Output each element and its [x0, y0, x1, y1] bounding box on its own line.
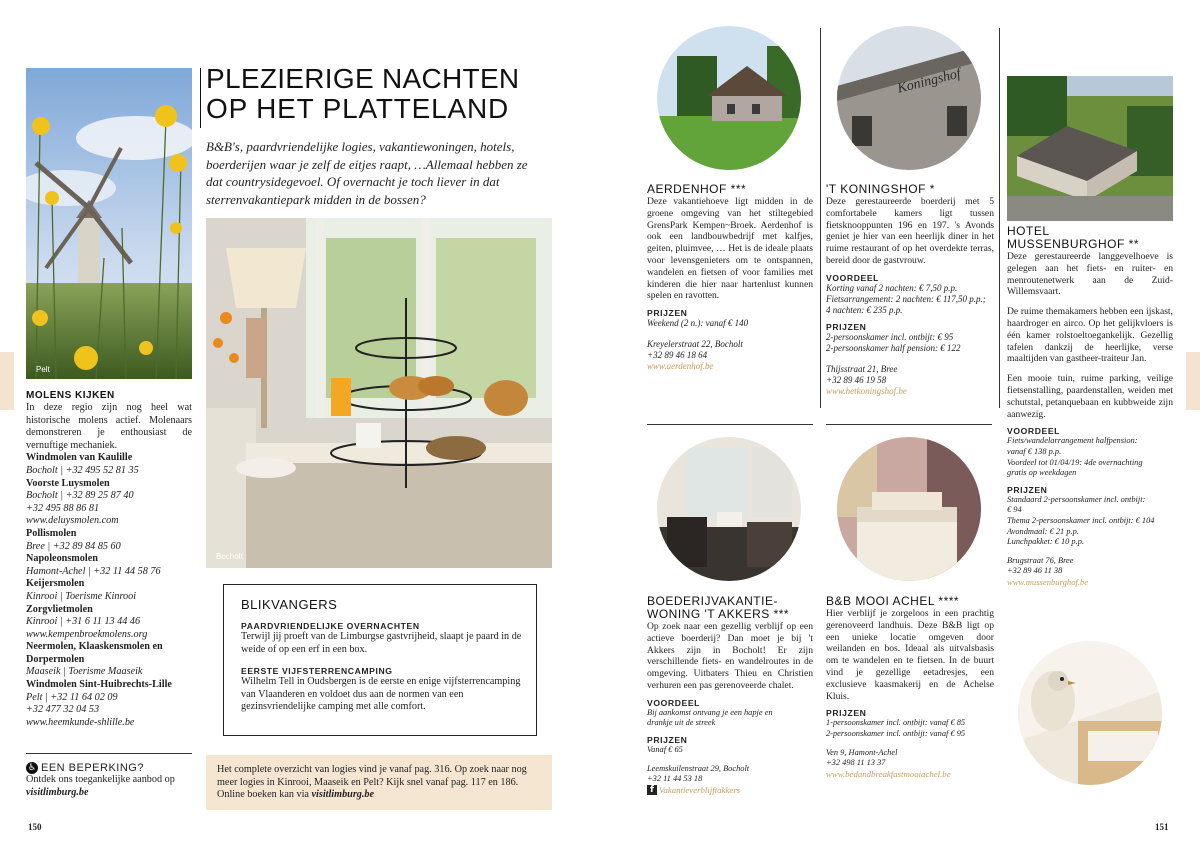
overview-text: Het complete overzicht van logies vind je vanaf pag. 316. Op zoek naar nog meer logies in Kinrooi, Maaseik en Pelt? Kijk snel vanaf pag. 117 en 186. Online boeken kan via: [217, 764, 527, 801]
column-rule-1: [820, 28, 821, 408]
column-rule-2: [999, 28, 1000, 408]
blikvangers-title: BLIKVANGERS: [241, 597, 338, 612]
akkers-prijzen-label: PRIJZEN: [647, 734, 688, 745]
koningshof-link[interactable]: www.hetkoningshof.be: [826, 385, 907, 396]
mussenburghof-prijzen-4: Lunchpakket: € 10 p.p.: [1007, 537, 1084, 547]
overview-link[interactable]: visitlimburg.be: [311, 789, 375, 801]
akkers-address-0: Leemskuilenstraat 29, Bocholt: [647, 763, 750, 773]
mussenburghof-prijzen-label: PRIJZEN: [1007, 484, 1048, 495]
breakfast-photo: [206, 218, 552, 568]
molens-section: [26, 389, 192, 729]
akkers-text: Op zoek naar een gezellig verblijf op een actieve boerderij? Dan moet je bij 't Akkers zijn in Bocholt! Er zijn verschillende fiets- en wandelroutes in de omgeving. Uitbaters Thieu en Christien verhuren een pas gerenoveerde chalet.: [647, 621, 813, 691]
koningshof-voordeel-2: 4 nachten: € 235 p.p.: [826, 304, 903, 315]
mussenburghof-prijzen-0: Standaard 2-persoonskamer incl. ontbijt:: [1007, 494, 1146, 504]
section-divider-mid: [826, 424, 992, 425]
mooiachel-title: B&B MOOI ACHEL ****: [826, 594, 960, 608]
koningshof-address-1: +32 89 46 19 58: [826, 374, 887, 385]
overview-text-block: [217, 764, 543, 802]
blikvangers-item-2-text: Wilhelm Tell in Oudsbergen is de eerste en enige vijfsterrencamping van Vlaanderen en voldoet dus aan de normen van een gezinsvriendelijke camping met alle comfort.: [241, 676, 521, 713]
aerdenhof-text: Deze vakantiehoeve ligt midden in de groene omgeving van het stiltegebied GrensPark Kempen~Broek. Aerdenhof is ook een landbouwbedrijf met kalfjes, geiten, pluimvee, … Het is de ideale plaats voor levensgenieters om te ontspannen, wandelen en fietsen of voor families met kinderen die hier naar hartenlust kunnen spelen en ravotten.: [647, 196, 813, 302]
molens-line: Windmolen Sint-Huibrechts-Lille: [26, 679, 172, 691]
molens-line[interactable]: www.heemkunde-shlille.be: [26, 716, 135, 728]
akkers-voordeel-0: Bij aankomst ontvang je een hapje en: [647, 707, 773, 717]
molens-line: Maaseik | Toerisme Maaseik: [26, 666, 143, 678]
beperking-title: EEN BEPERKING?: [41, 762, 144, 774]
mooiachel-address-0: Ven 9, Hamont-Achel: [826, 747, 898, 757]
mussenburghof-text-3: Een mooie tuin, ruime parking, veilige fietsenstalling, paardenstallen, weiden met schutstal, petanquebaan en kubbweide zijn aanwezig.: [1007, 373, 1173, 420]
page-number-right: 151: [1155, 822, 1169, 832]
mussenburghof-voordeel-3: gratis op weekdagen: [1007, 468, 1077, 478]
mussenburghof-link[interactable]: www.mussenburghof.be: [1007, 576, 1089, 587]
molens-line[interactable]: www.kempenbroekmolens.org: [26, 628, 148, 640]
divider-beperking: [26, 753, 192, 754]
aerdenhof-section: [647, 183, 813, 372]
mussenburghof-voordeel-0: Fiets/wandelarrangement halfpension:: [1007, 436, 1138, 446]
molens-line: Bocholt | +32 89 25 87 40: [26, 490, 134, 502]
aerdenhof-title: AERDENHOF ***: [647, 182, 747, 196]
blikvangers-item-2-heading: EERSTE VIJFSTERRENCAMPING: [241, 666, 393, 677]
molens-line: Bocholt | +32 495 52 81 35: [26, 464, 139, 476]
akkers-address-1: +32 11 44 53 18: [647, 774, 703, 784]
mooiachel-link[interactable]: www.bedandbreakfastmooiachel.be: [826, 768, 951, 779]
mussenburghof-address-1: +32 89 46 11 38: [1007, 566, 1063, 576]
molens-line[interactable]: www.deluysmolen.com: [26, 515, 119, 527]
molens-line: Kinrooi | Toerisme Kinrooi: [26, 590, 137, 602]
mooiachel-prijzen-0: 1-persoonskamer incl. ontbijt: vanaf € 85: [826, 718, 966, 728]
molens-intro: In deze regio zijn nog heel wat historische molens actief. Molenaars demonstreren je enthousiast de vernuftige mechaniek.: [26, 402, 192, 451]
mooiachel-prijzen-label: PRIJZEN: [826, 708, 867, 719]
akkers-photo: [657, 437, 801, 581]
mooiachel-prijzen-1: 2-persoonskamer incl. ontbijt: vanaf € 95: [826, 728, 966, 738]
beperking-text: Ontdek ons toegankelijke aanbod op: [26, 774, 175, 785]
lead-text: B&B's, paardvriendelijke logies, vakantiewoningen, hotels, boerderijen waar je zelf de eitjes raapt, …Allemaal hebben ze dat countrysidegevoel. Of overnacht je toch liever in dat sterrenvakantiepark midden in de bossen?: [206, 139, 528, 207]
molens-title: MOLENS KIJKEN: [26, 390, 115, 401]
koningshof-voordeel-label: VOORDEEL: [826, 272, 880, 283]
akkers-section: [647, 595, 813, 796]
mussenburghof-voordeel-label: VOORDEEL: [1007, 426, 1061, 437]
headline-line-2: OP HET PLATTELAND: [206, 93, 510, 124]
blikvangers-item-1-text: Terwijl jij proeft van de Limburgse gastvrijheid, slaapt je paard in de weide of op een erf in een box.: [241, 631, 522, 655]
blikvangers-content: [241, 598, 526, 714]
molens-line: Voorste Luysmolen: [26, 477, 110, 489]
akkers-prijzen-0: Vanaf € 65: [647, 744, 683, 754]
mussenburghof-voordeel-1: vanaf € 138 p.p.: [1007, 446, 1062, 456]
bird-room-photo: [1018, 641, 1162, 785]
aerdenhof-prijzen-0: Weekend (2 n.): vanaf € 140: [647, 318, 749, 329]
koningshof-voordeel-1: Fietsarrangement: 2 nachten: € 117,50 p.p.;: [826, 293, 986, 304]
koningshof-text: Deze gerestaureerde boerderij met 5 comfortabele kamers ligt tussen fietsknooppunten 196 en 197. 's Avonds geniet je hier van een heerlijk diner in het ruime restaurant of op het overdekte terras, bereid door de gastvrouw.: [826, 196, 994, 266]
mussenburghof-text-2: De ruime themakamers hebben een ijskast, haardroger en airco. Op het gelijkvloers is één kamer rolstoeltoegankelijk. Gezellig tafelen dankzij de heerlijke, verse maaltijden van gastheer-traiteur Jan.: [1007, 306, 1173, 365]
mooiachel-address-1: +32 498 11 13 37: [826, 758, 886, 768]
mussenburghof-prijzen-1: € 94: [1007, 505, 1022, 515]
aerdenhof-address-1: +32 89 46 18 64: [647, 350, 708, 361]
akkers-title-2: WONING 'T AKKERS ***: [647, 607, 790, 621]
mussenburghof-address-0: Brugstraat 76, Bree: [1007, 555, 1074, 565]
blikvangers-item-1-heading: PAARDVRIENDELIJKE OVERNACHTEN: [241, 621, 420, 631]
mooiachel-section: [826, 595, 994, 780]
windmill-photo-caption: Pelt: [36, 365, 50, 374]
koningshof-sign: Koningshof: [896, 66, 963, 97]
headline-rule: [200, 68, 201, 128]
section-divider-left: [647, 424, 813, 425]
aerdenhof-address-0: Kreyelerstraat 22, Bocholt: [647, 339, 743, 350]
molens-line: Pelt | +32 11 64 02 09: [26, 691, 118, 703]
mussenburghof-photo: [1007, 76, 1173, 221]
page-tab-left: [0, 352, 14, 410]
molens-list: [26, 452, 192, 729]
akkers-link[interactable]: Vakantieverblijftakkers: [659, 784, 741, 795]
koningshof-prijzen-label: PRIJZEN: [826, 321, 867, 332]
headline-line-1: PLEZIERIGE NACHTEN: [206, 63, 520, 94]
molens-line: Napoleonsmolen: [26, 553, 98, 565]
molens-line: Pollismolen: [26, 527, 77, 539]
molens-line: Neermolen, Klaaskensmolen en Dorpermolen: [26, 641, 163, 665]
koningshof-section: [826, 183, 994, 397]
molens-line: Bree | +32 89 84 85 60: [26, 540, 121, 552]
koningshof-voordeel-0: Korting vanaf 2 nachten: € 7,50 p.p.: [826, 282, 958, 293]
breakfast-photo-caption: Bocholt: [216, 552, 243, 561]
page-number-left: 150: [28, 822, 42, 832]
mussenburghof-title-1: HOTEL: [1007, 224, 1050, 238]
molens-line: Keijersmolen: [26, 578, 85, 590]
mussenburghof-prijzen-2: Thema 2-persoonskamer incl. ontbijt: € 104: [1007, 515, 1155, 525]
molens-line: Hamont-Achel | +32 11 44 58 76: [26, 565, 161, 577]
mussenburghof-prijzen-3: Avondmaal: € 21 p.p.: [1007, 526, 1079, 536]
beperking-link[interactable]: visitlimburg.be: [26, 786, 89, 798]
facebook-icon: f: [647, 785, 657, 795]
akkers-voordeel-label: VOORDEEL: [647, 697, 701, 708]
koningshof-prijzen-1: 2-persoonskamer half pension: € 122: [826, 342, 961, 353]
koningshof-title: 'T KONINGSHOF *: [826, 182, 935, 196]
beperking-section: [26, 762, 196, 799]
akkers-title-1: BOEDERIJVAKANTIE-: [647, 594, 778, 608]
mussenburghof-title-2: MUSSENBURGHOF **: [1007, 237, 1140, 251]
wheelchair-icon: ♿: [27, 763, 37, 773]
mussenburghof-voordeel-2: Voordeel tot 01/04/19: 4de overnachting: [1007, 457, 1143, 467]
koningshof-prijzen-0: 2-persoonskamer incl. ontbijt: € 95: [826, 331, 954, 342]
koningshof-photo: [837, 26, 981, 170]
aerdenhof-link[interactable]: www.aerdenhof.be: [647, 361, 714, 372]
molens-line: Kinrooi | +31 6 11 13 44 46: [26, 616, 141, 628]
koningshof-address-0: Thijsstraat 21, Bree: [826, 363, 898, 374]
windmill-photo: [26, 68, 192, 379]
molens-line: +32 477 32 04 53: [26, 704, 100, 716]
mussenburghof-text-1: Deze gerestaureerde langgevelhoeve is gelegen aan het fiets- en ruiter- en menroutenetwerk aan de Zuid-Willemsvaart.: [1007, 251, 1173, 298]
mooiachel-photo: [837, 437, 981, 581]
molens-line: Zorgvlietmolen: [26, 603, 93, 615]
aerdenhof-photo: [657, 26, 801, 170]
mooiachel-text: Hier verblijf je zorgeloos in een prachtig gerenoveerd landhuis. Deze B&B ligt op een unieke locatie omgeven door weilanden en bos. Ideaal als uitvalsbasis om te wandelen en te fietsen. In de buurt vind je gezellige eetadresjes, een exclusieve kaasmakerij en de Achelse Kluis.: [826, 608, 994, 702]
molens-line: Windmolen van Kaulille: [26, 452, 133, 464]
molens-line: +32 495 88 86 81: [26, 502, 100, 514]
page-tab-right: [1186, 352, 1200, 410]
aerdenhof-prijzen-label: PRIJZEN: [647, 308, 688, 319]
akkers-voordeel-1: drankje uit de streek: [647, 718, 716, 728]
mussenburghof-section: [1007, 225, 1173, 588]
